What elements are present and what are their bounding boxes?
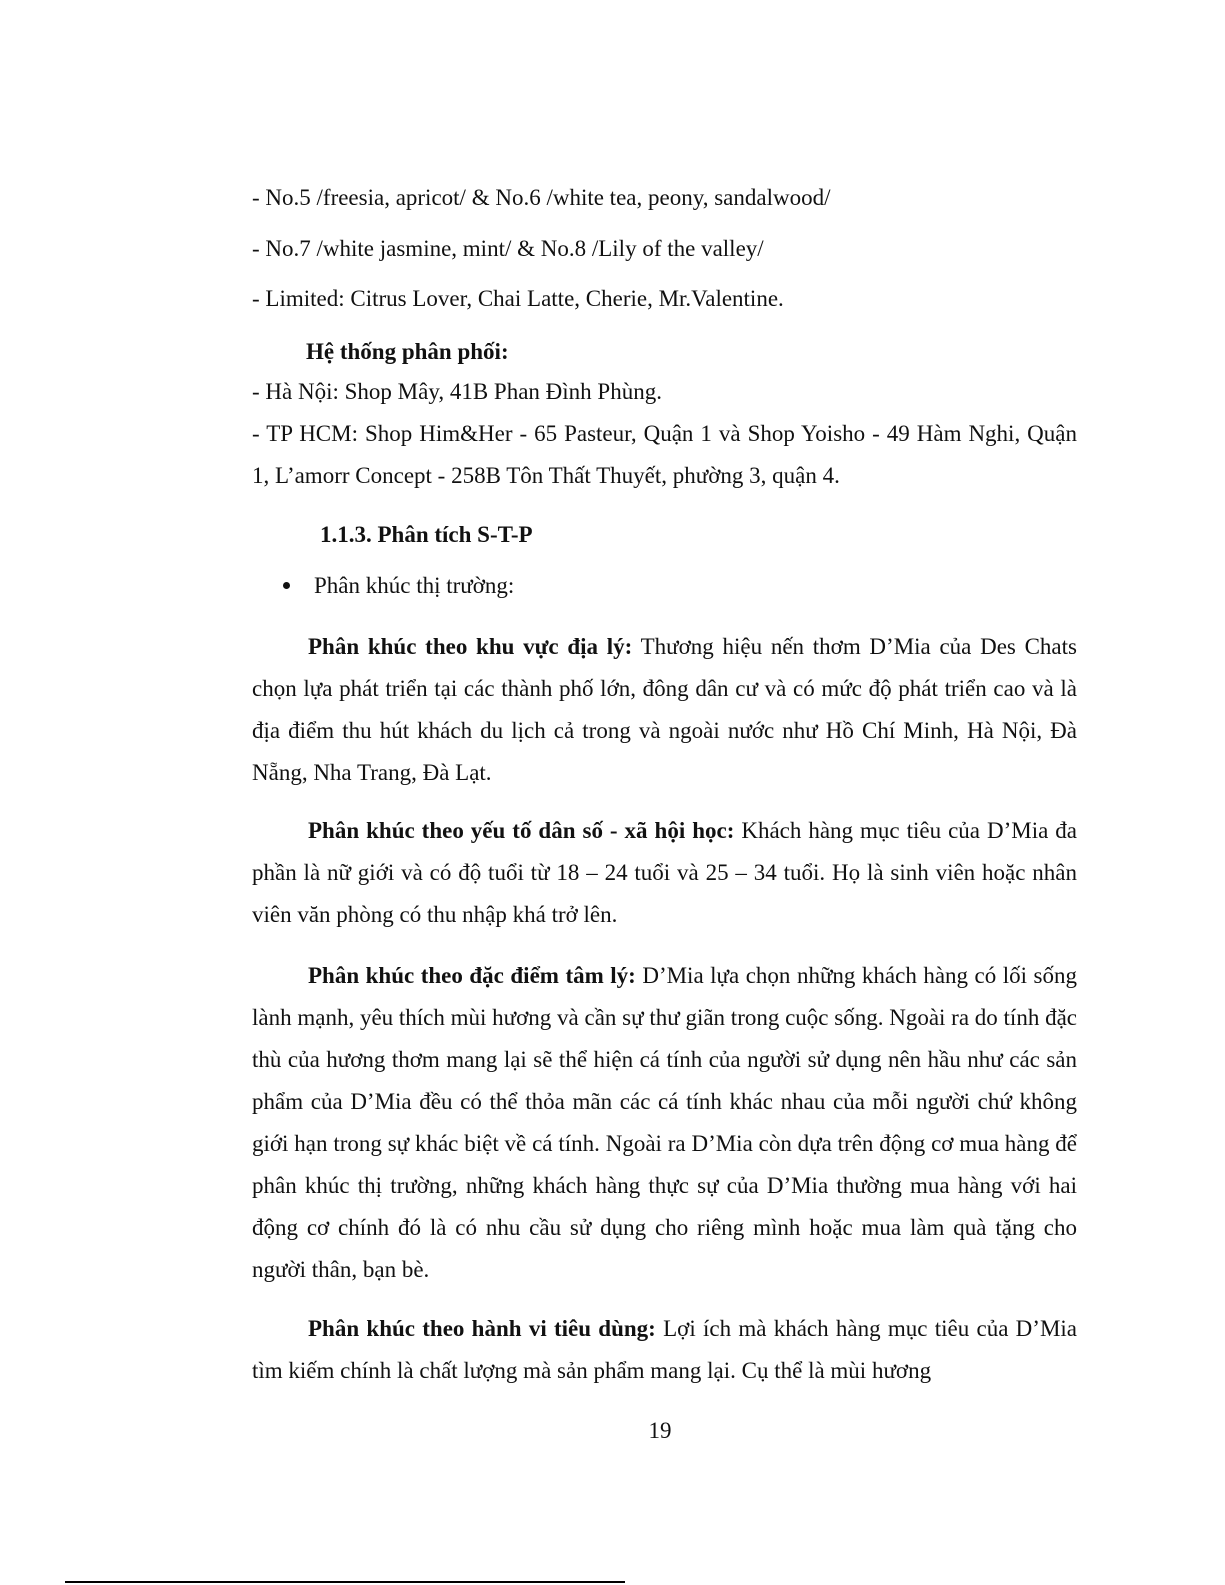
bottom-divider — [65, 1581, 625, 1583]
paragraph-psychographic-text: D’Mia lựa chọn những khách hàng có lối sống lành mạnh, yêu thích mùi hương và cần sự thư giãn trong cuộc sống. Ngoài ra do tính đặc thù của hương thơm mang lại sẽ thể hiện cá tính của người sử dụng nên hầu như các sản phẩm của D’Mia đều có thể thỏa mãn các cá tính khác nhau của mỗi người chứ không giới hạn trong sự khác biệt về cá tính. Ngoài ra D’Mia còn dựa trên động cơ mua hàng để phân khúc thị trường, những khách hàng thực sự của D’Mia thường mua hàng với hai động cơ chính đó là có nhu cầu sử dụng cho riêng mình hoặc mua làm quà tặng cho người thân, bạn bè. — [252, 963, 1077, 1282]
bullet-text: Phân khúc thị trường: — [314, 573, 515, 598]
paragraph-demographic-text: Khách hàng mục tiêu của D’Mia đa phần là nữ giới và có độ tuổi từ 18 – 24 tuổi và 25 – 34 tuổi. Họ là sinh viên hoặc nhân viên văn phòng có thu nhập khá trở lên. — [252, 818, 1077, 927]
paragraph-behavioral — [252, 1308, 1077, 1392]
paragraph-behavioral-lead: Phân khúc theo hành vi tiêu dùng: — [308, 1316, 656, 1341]
paragraph-demographic — [252, 810, 1077, 936]
product-line-3: - Limited: Citrus Lover, Chai Latte, Cherie, Mr.Valentine. — [252, 286, 784, 311]
distribution-hcm-text: - TP HCM: Shop Him&Her - 65 Pasteur, Quận 1 và Shop Yoisho - 49 Hàm Nghi, Quận 1, L’amorr Concept - 258B Tôn Thất Thuyết, phường 3, quận 4. — [252, 421, 1077, 488]
page-number: 19 — [648, 1418, 672, 1443]
bullet-item — [283, 573, 514, 599]
distribution-hcm — [252, 413, 1077, 497]
paragraph-demographic-lead: Phân khúc theo yếu tố dân số - xã hội học: — [308, 818, 735, 843]
paragraph-geographic-text: Thương hiệu nến thơm D’Mia của Des Chats chọn lựa phát triển tại các thành phố lớn, đông dân cư và có mức độ phát triển cao và là địa điểm thu hút khách du lịch cả trong và ngoài nước như Hồ Chí Minh, Hà Nội, Đà Nẵng, Nha Trang, Đà Lạt. — [252, 634, 1077, 785]
paragraph-behavioral-text: Lợi ích mà khách hàng mục tiêu của D’Mia tìm kiếm chính là chất lượng mà sản phẩm mang lại. Cụ thể là mùi hương — [252, 1316, 1078, 1383]
paragraph-psychographic — [252, 955, 1077, 1291]
bullet-dot-icon — [283, 582, 290, 589]
section-title: 1.1.3. Phân tích S-T-P — [320, 522, 533, 547]
paragraph-psychographic-lead: Phân khúc theo đặc điểm tâm lý: — [308, 963, 636, 988]
distribution-hanoi: - Hà Nội: Shop Mây, 41B Phan Đình Phùng. — [252, 379, 662, 404]
distribution-heading: Hệ thống phân phối: — [306, 339, 509, 364]
paragraph-geographic-lead: Phân khúc theo khu vực địa lý: — [308, 634, 633, 659]
product-line-2: - No.7 /white jasmine, mint/ & No.8 /Lily of the valley/ — [252, 236, 764, 261]
product-line-1: - No.5 /freesia, apricot/ & No.6 /white tea, peony, sandalwood/ — [252, 185, 831, 210]
paragraph-geographic — [252, 626, 1077, 794]
